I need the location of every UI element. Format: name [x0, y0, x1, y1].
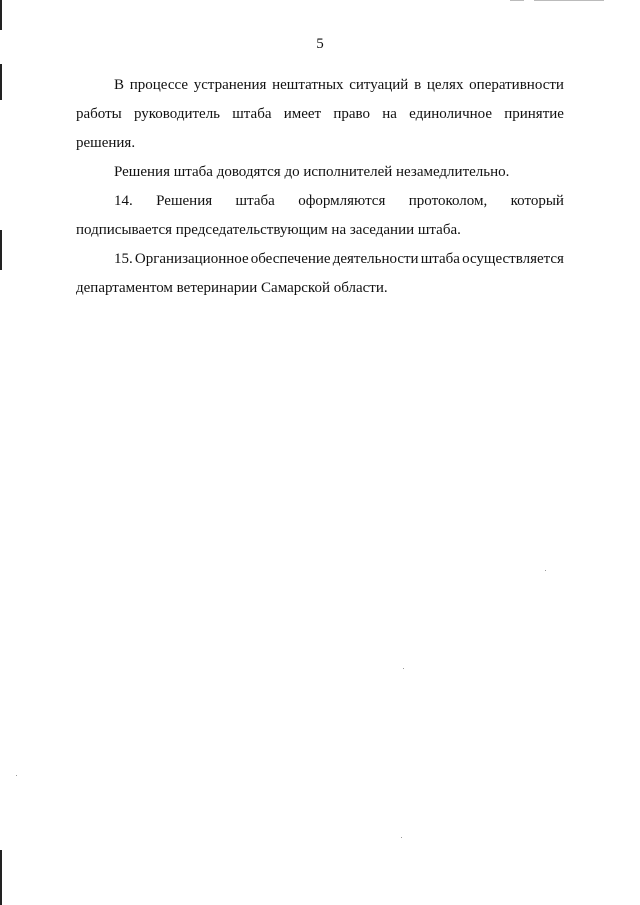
word: имеет	[283, 106, 322, 122]
page-number: 5	[316, 36, 324, 52]
paragraph-item-15	[76, 245, 564, 303]
text-line: департаментом ветеринарии Самарской области.	[76, 280, 388, 296]
word: процессе	[129, 77, 188, 93]
scan-edge-mark	[510, 0, 524, 1]
word: на	[382, 106, 397, 122]
word: штаба	[420, 251, 460, 267]
text-line: Решения штаба доводятся до исполнителей незамедлительно.	[114, 164, 510, 180]
scan-edge-mark	[0, 230, 2, 270]
word: целях	[426, 77, 464, 93]
word: принятие	[504, 106, 564, 122]
scan-speck	[545, 570, 546, 571]
document-body	[76, 71, 564, 303]
word: обеспечение	[250, 251, 331, 267]
paragraph-emergency-decisions	[76, 71, 564, 158]
scan-edge-mark	[534, 0, 604, 1]
justified-line	[76, 71, 564, 100]
scan-speck	[401, 837, 402, 838]
justified-line	[76, 187, 564, 216]
text-line: подписывается председательствующим на заседании штаба.	[76, 222, 461, 238]
scan-speck	[403, 668, 404, 669]
scan-edge-mark	[0, 0, 2, 30]
scan-edge-mark	[0, 64, 2, 100]
word: руководитель	[133, 106, 221, 122]
word: протоколом,	[408, 193, 488, 209]
word: оформляются	[298, 193, 386, 209]
word: деятельности	[332, 251, 419, 267]
word: единоличное	[409, 106, 492, 122]
word: осуществляется	[462, 251, 564, 267]
word: Решения	[156, 193, 213, 209]
word: право	[333, 106, 370, 122]
word: устранения	[193, 77, 267, 93]
word: В	[114, 77, 125, 93]
item-number: 14.	[114, 193, 133, 209]
paragraph-item-14	[76, 187, 564, 245]
word: который	[510, 193, 564, 209]
word: ситуаций	[349, 77, 409, 93]
word: в	[414, 77, 422, 93]
word: работы	[76, 106, 122, 122]
scan-edge-mark	[0, 850, 2, 905]
word: нештатных	[272, 77, 344, 93]
word: Организационное	[134, 251, 249, 267]
paragraph-decisions-communicated	[76, 158, 564, 187]
justified-line	[76, 100, 564, 129]
word: штаба	[232, 106, 272, 122]
item-number: 15.	[114, 251, 133, 267]
text-line: решения.	[76, 135, 136, 151]
word: штаба	[235, 193, 275, 209]
word: оперативности	[469, 77, 564, 93]
justified-line	[76, 245, 564, 274]
scan-speck	[16, 775, 17, 776]
